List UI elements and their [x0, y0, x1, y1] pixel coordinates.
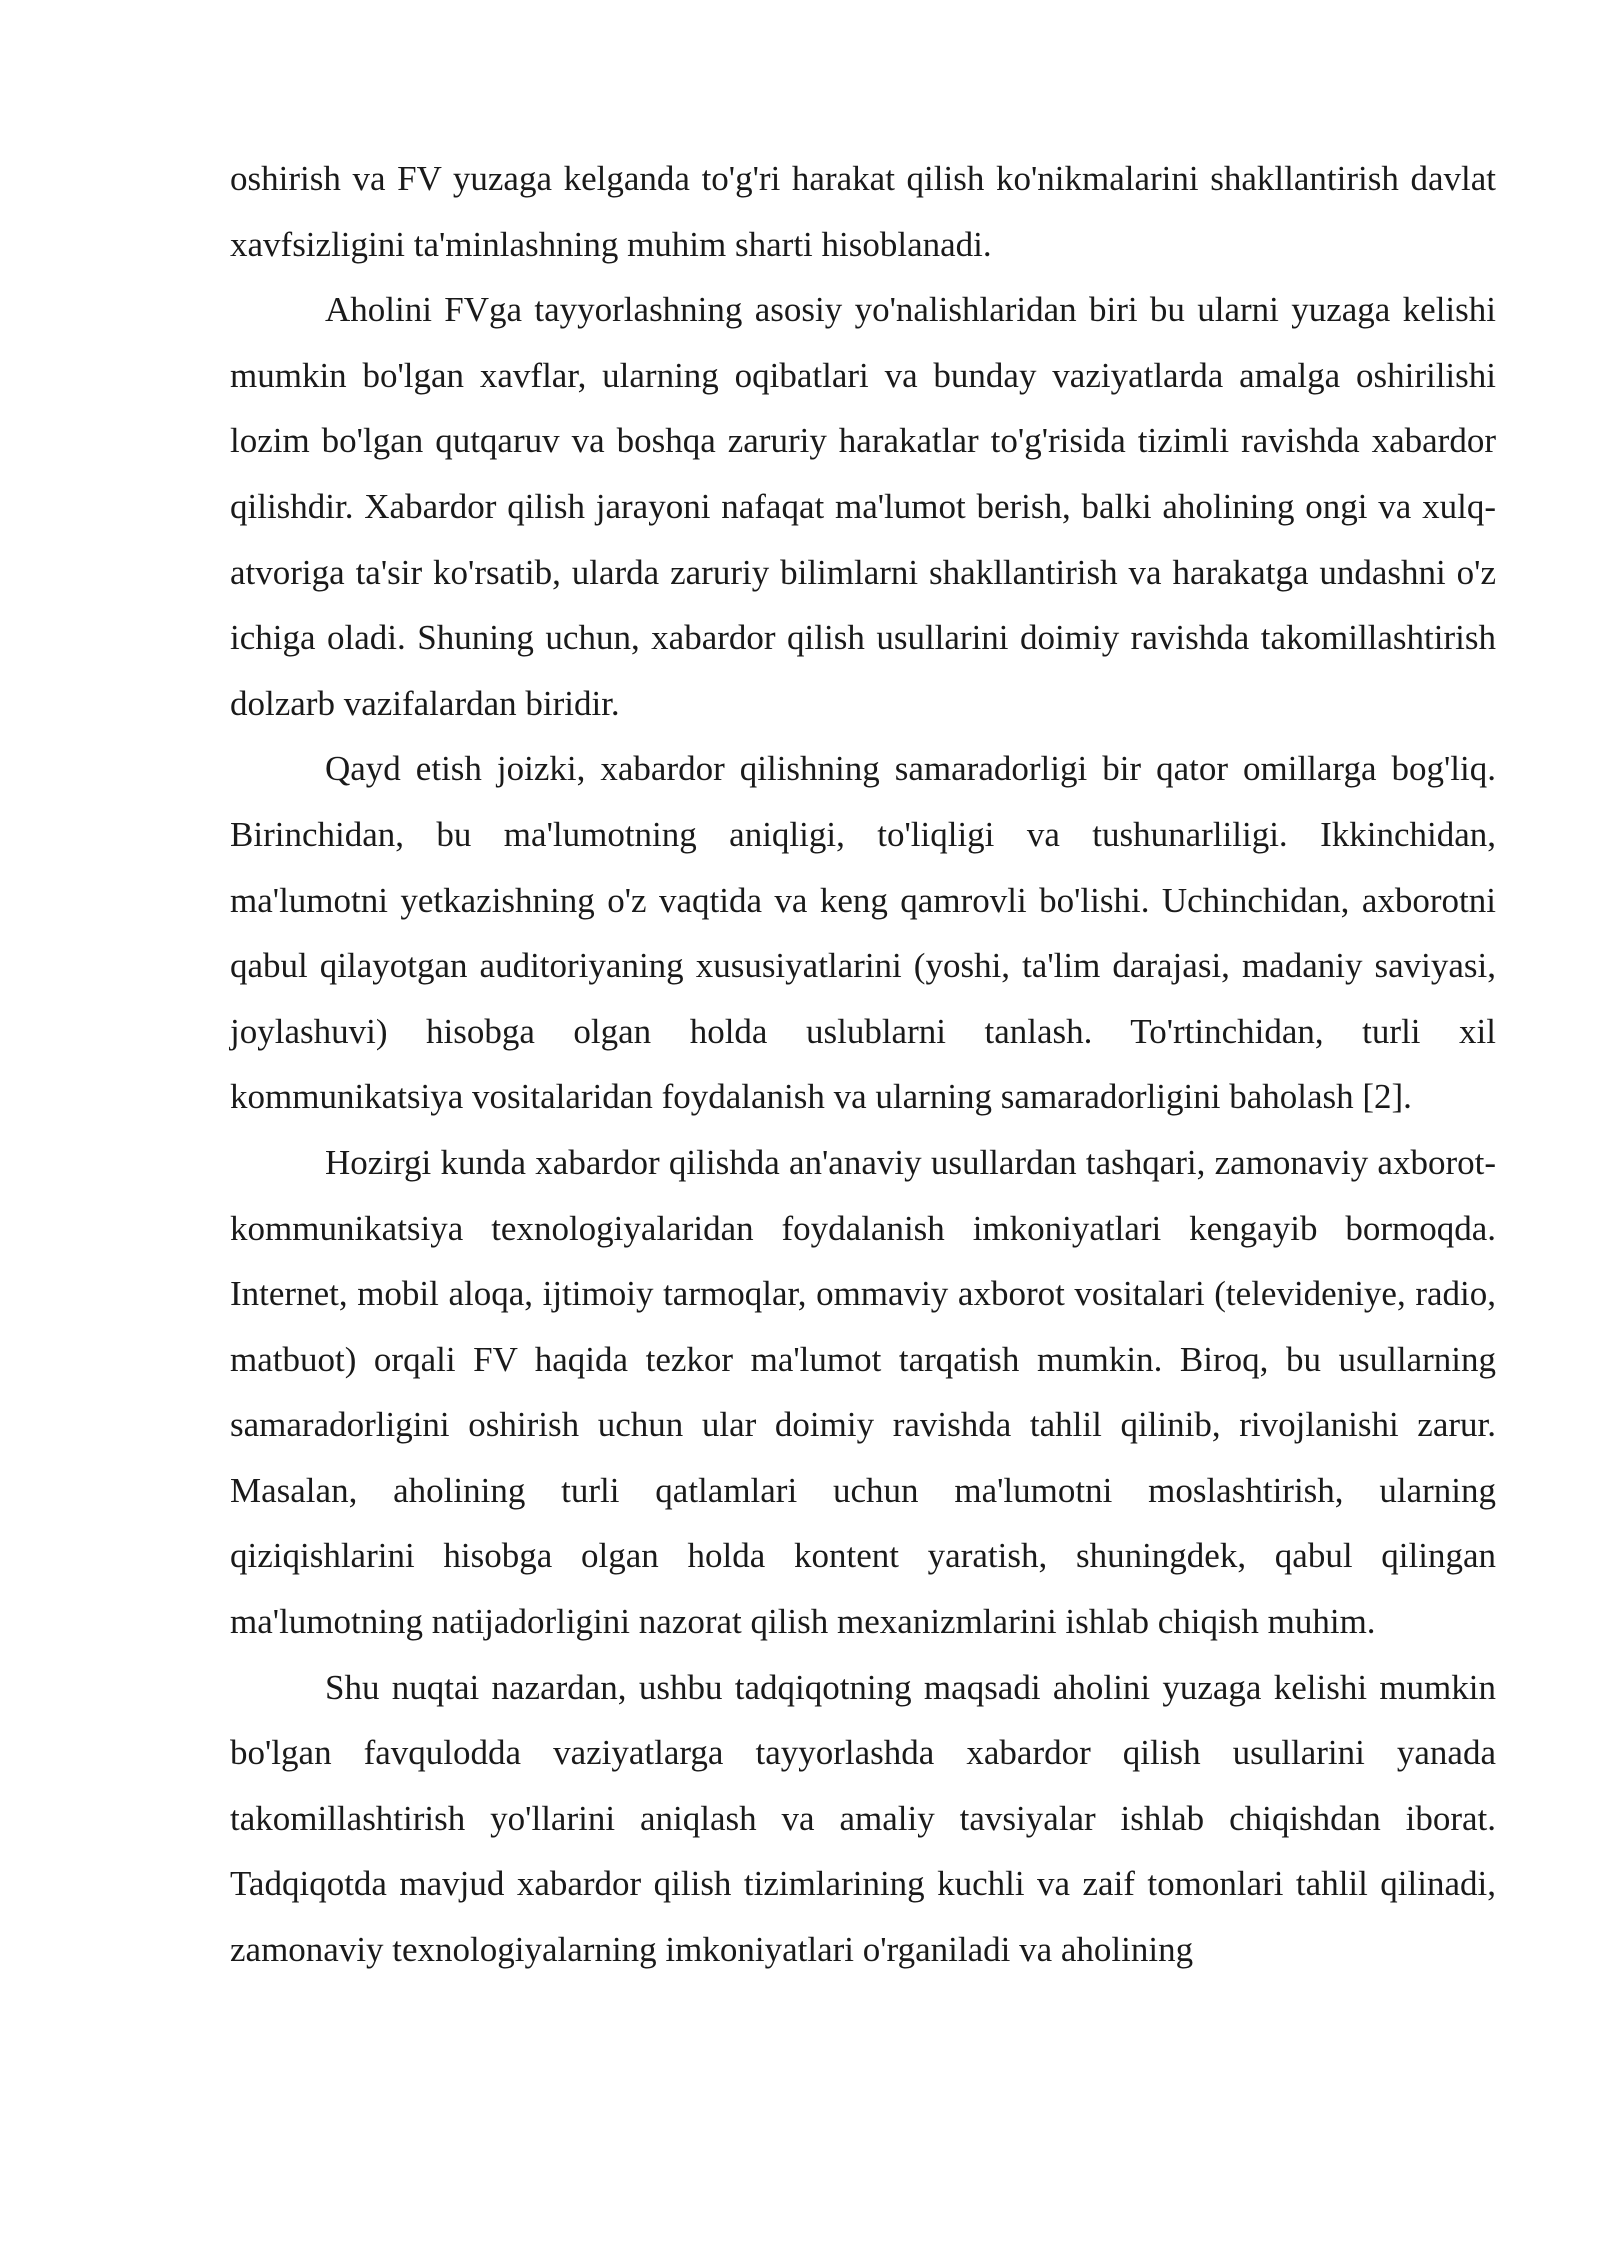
- paragraph: Hozirgi kunda xabardor qilishda an'anaviy usullardan tashqari, zamonaviy axborot-kommunikatsiya texnologiyalaridan foydalanish imkoniyatlari kengayib bormoqda. Internet, mobil aloqa, ijtimoiy tarmoqlar, ommaviy axborot vositalari (televideniye, radio, matbuot) orqali FV haqida tezkor ma'lumot tarqatish mumkin. Biroq, bu usullarning samaradorligini oshirish uchun ular doimiy ravishda tahlil qilinib, rivojlanishi zarur. Masalan, aholining turli qatlamlari uchun ma'lumotni moslashtirish, ularning qiziqishlarini hisobga olgan holda kontent yaratish, shuningdek, qabul qilingan ma'lumotning natijadorligini nazorat qilish mexanizmlarini ishlab chiqish muhim.: [230, 1142, 1496, 1642]
- paragraph: Qayd etish joizki, xabardor qilishning samaradorligi bir qator omillarga bog'liq. Birinchidan, bu ma'lumotning aniqligi, to'liqligi va tushunarliligi. Ikkinchidan, ma'lumotni yetkazishning o'z vaqtida va keng qamrovli bo'lishi. Uchinchidan, axborotni qabul qilayotgan auditoriyaning xususiyatlarini (yoshi, ta'lim darajasi, madaniy saviyasi, joylashuvi) hisobga olgan holda uslublarni tanlash. To'rtinchidan, turli xil kommunikatsiya vositalaridan foydalanish va ularning samaradorligini baholash [2].: [230, 749, 1496, 1117]
- paragraph-continuation: oshirish va FV yuzaga kelganda to'g'ri harakat qilish ko'nikmalarini shakllantirish davlat xavfsizligini ta'minlashning muhim sharti hisoblanadi.: [230, 159, 1496, 264]
- paragraph: Aholini FVga tayyorlashning asosiy yo'nalishlaridan biri bu ularni yuzaga kelishi mumkin bo'lgan xavflar, ularning oqibatlari va bunday vaziyatlarda amalga oshirilishi lozim bo'lgan qutqaruv va boshqa zaruriy harakatlar to'g'risida tizimli ravishda xabardor qilishdir. Xabardor qilish jarayoni nafaqat ma'lumot berish, balki aholining ongi va xulq-atvoriga ta'sir ko'rsatib, ularda zaruriy bilimlarni shakllantirish va harakatga undashni o'z ichiga oladi. Shuning uchun, xabardor qilish usullarini doimiy ravishda takomillashtirish dolzarb vazifalardan biridir.: [230, 290, 1496, 723]
- paragraph: Shu nuqtai nazardan, ushbu tadqiqotning maqsadi aholini yuzaga kelishi mumkin bo'lgan favqulodda vaziyatlarga tayyorlashda xabardor qilish usullarini yanada takomillashtirish yo'llarini aniqlash va amaliy tavsiyalar ishlab chiqishdan iborat. Tadqiqotda mavjud xabardor qilish tizimlarining kuchli va zaif tomonlari tahlil qilinadi, zamonaviy texnologiyalarning imkoniyatlari o'rganiladi va aholining: [230, 1667, 1496, 1970]
- body-text: [230, 146, 1496, 1983]
